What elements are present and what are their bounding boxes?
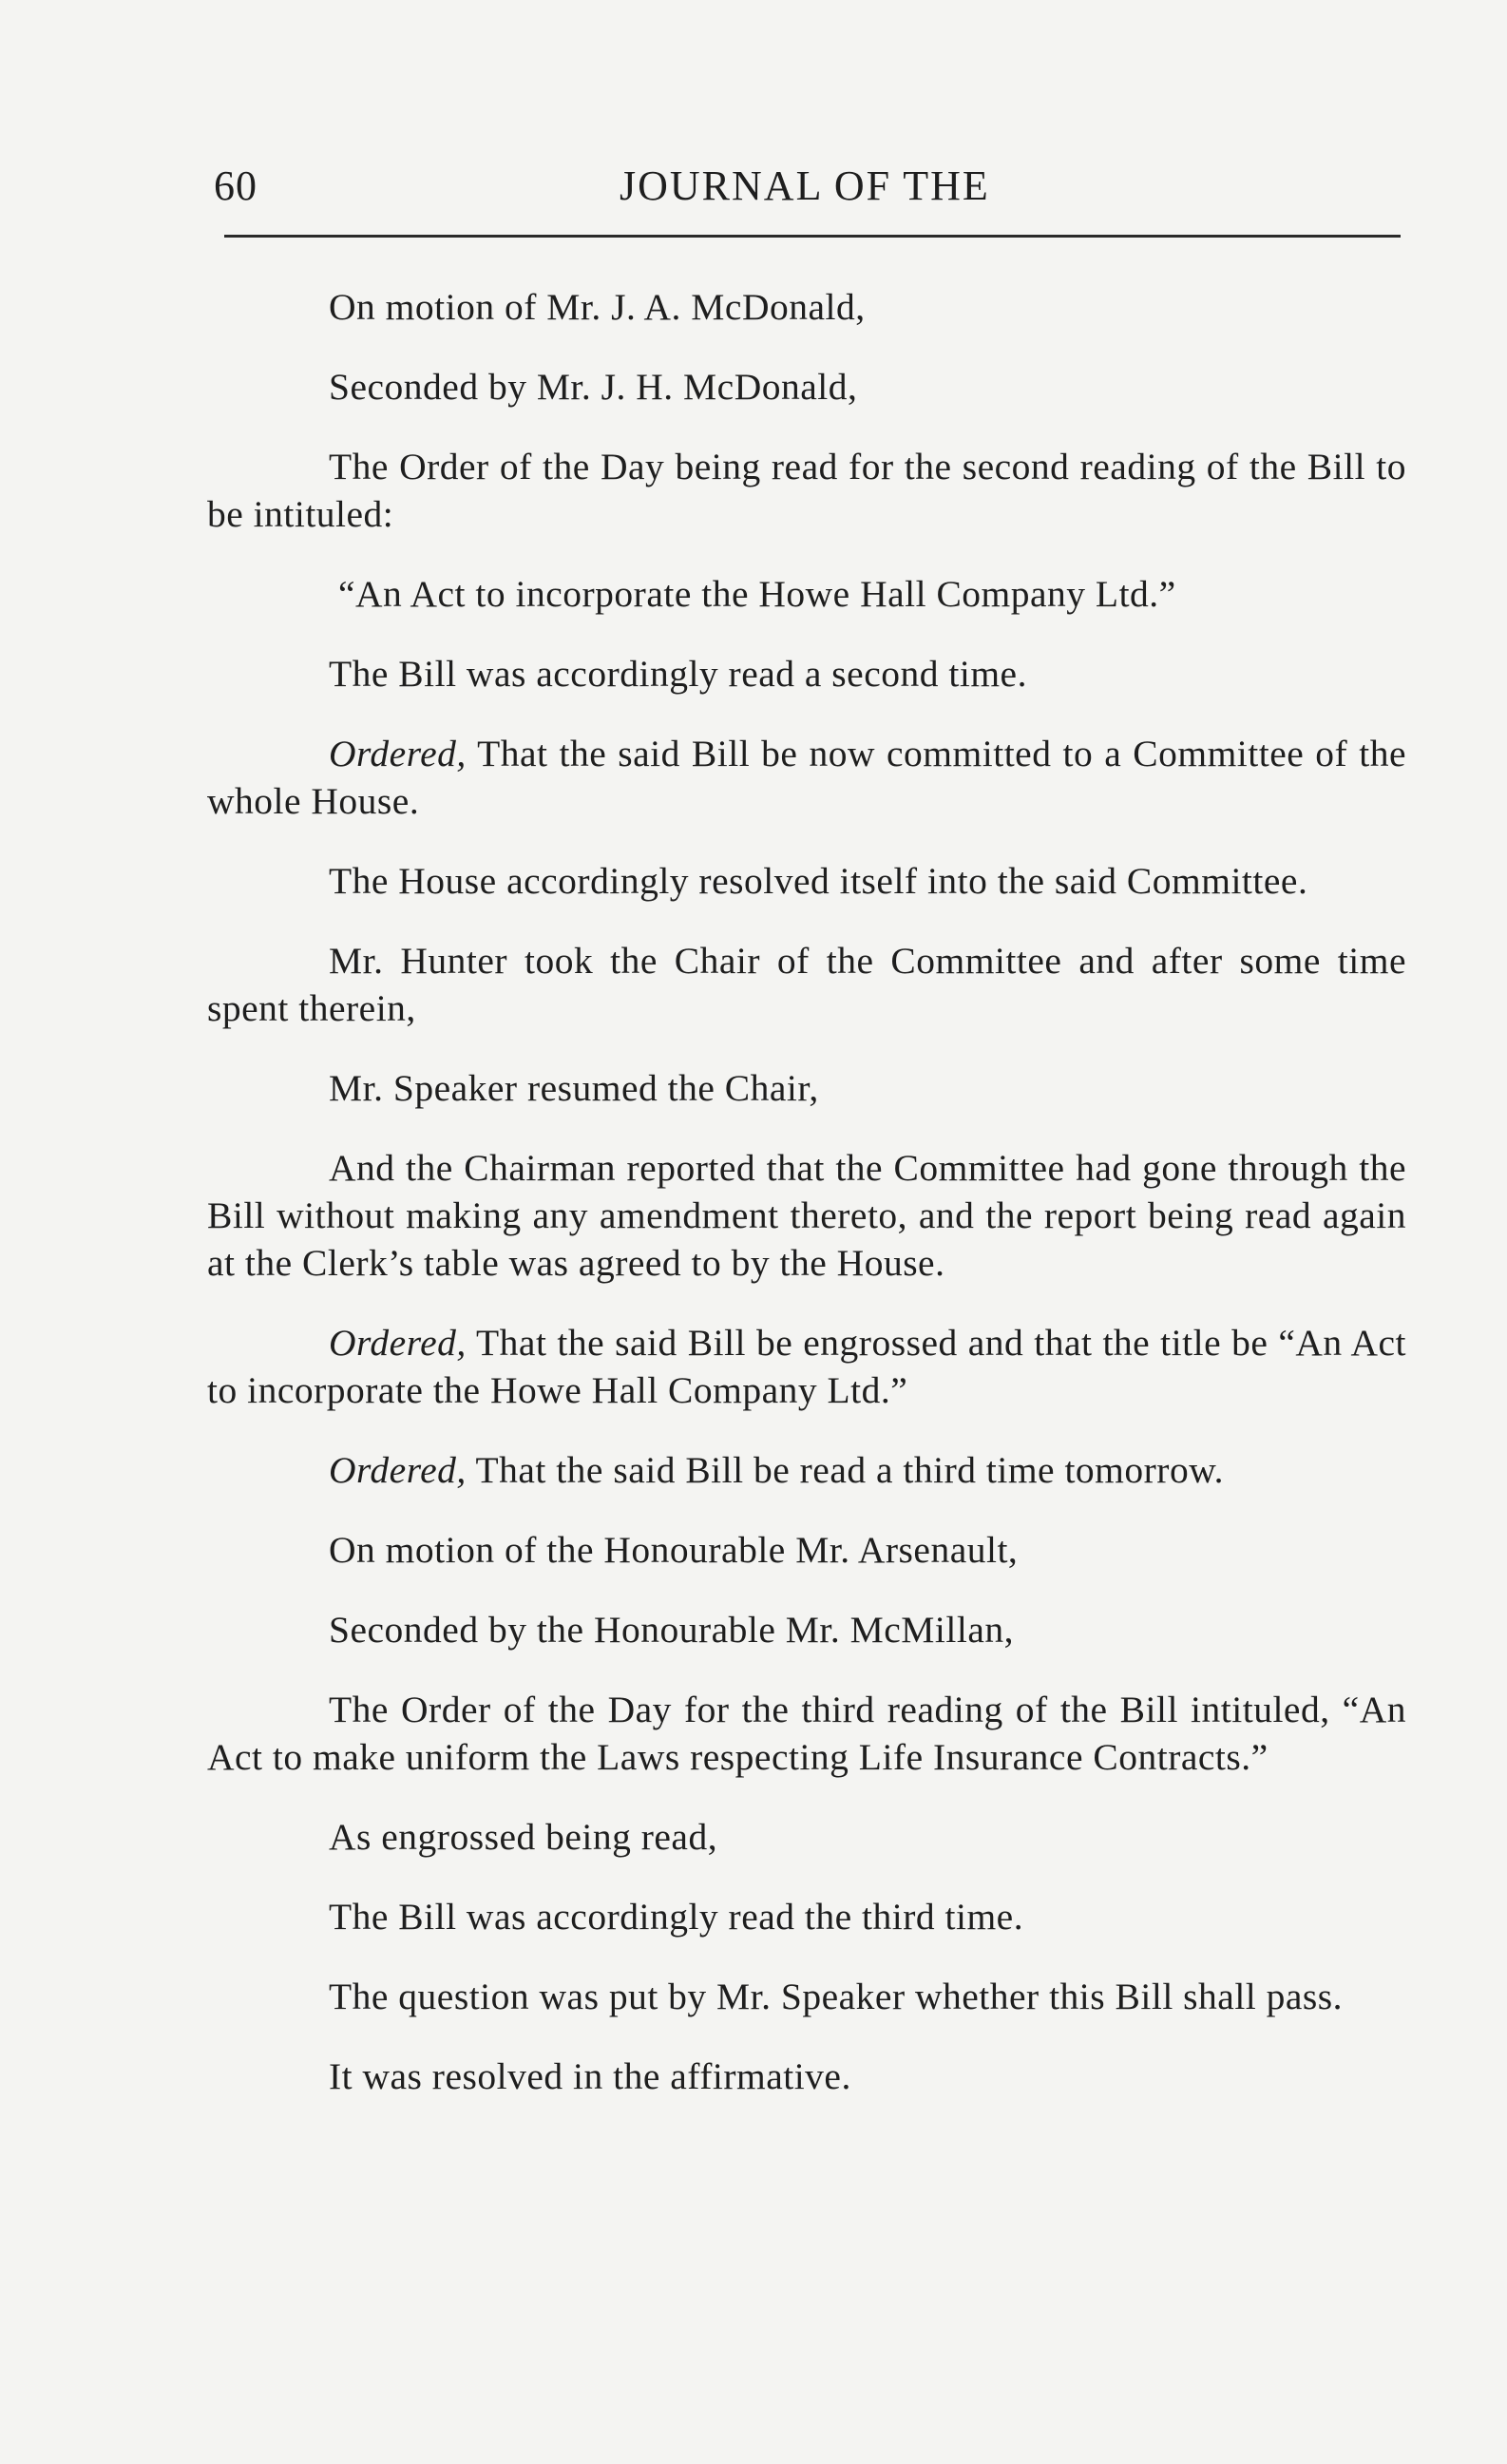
paragraph-text: “An Act to incorporate the Howe Hall Company Ltd.” (338, 573, 1176, 615)
paragraph-text: The question was put by Mr. Speaker whether this Bill shall pass. (329, 1976, 1344, 2017)
paragraph-text: Mr. Speaker resumed the Chair, (329, 1067, 819, 1109)
paragraph-text: The Order of the Day being read for the second reading of the Bill to be intituled: (207, 446, 1406, 535)
paragraph-text: Seconded by Mr. J. H. McDonald, (329, 366, 858, 408)
paragraph-text: The Order of the Day for the third reading of the Bill intituled, “An Act to make uniform the Laws respecting Life Insurance Contracts.” (207, 1689, 1406, 1778)
paragraph-text: The Bill was accordingly read a second time. (329, 653, 1027, 695)
paragraph-text: On motion of the Honourable Mr. Arsenault, (329, 1529, 1019, 1571)
paragraph (207, 363, 1406, 411)
paragraph-text: That the said Bill be engrossed and that the title be “An Act to incorporate the Howe Hall Company Ltd.” (207, 1322, 1406, 1411)
paragraph-text: The House accordingly resolved itself into the said Committee. (329, 860, 1308, 902)
paragraph-text: That the said Bill be read a third time tomorrow. (466, 1449, 1225, 1491)
paragraph (207, 1064, 1406, 1112)
paragraph (207, 1144, 1406, 1287)
paragraph (207, 1446, 1406, 1494)
page-header (211, 162, 1399, 228)
paragraph-text: Mr. Hunter took the Chair of the Committee and after some time spent therein, (207, 940, 1406, 1029)
paragraph-text: It was resolved in the affirmative. (329, 2055, 851, 2097)
paragraph-lead: Ordered, (329, 733, 467, 774)
paragraph (207, 2053, 1406, 2100)
paragraph (207, 570, 1406, 618)
paragraph (207, 1606, 1406, 1653)
paragraph (207, 1526, 1406, 1574)
paragraph (207, 1813, 1406, 1861)
paragraph (207, 283, 1406, 331)
paragraph-text: On motion of Mr. J. A. McDonald, (329, 286, 866, 328)
header-rule (224, 235, 1401, 238)
page-number: 60 (214, 162, 258, 209)
running-head: JOURNAL OF THE (620, 162, 990, 209)
paragraph (207, 1893, 1406, 1940)
paragraph-text: The Bill was accordingly read the third time. (329, 1896, 1024, 1938)
journal-body (207, 283, 1406, 2100)
paragraph (207, 1319, 1406, 1414)
paragraph (207, 1686, 1406, 1781)
paragraph-text: As engrossed being read, (329, 1816, 718, 1858)
paragraph-text: And the Chairman reported that the Committee had gone through the Bill without making any amendment thereto, and the report being read again at the Clerk’s table was agreed to by the House. (207, 1147, 1406, 1284)
paragraph (207, 857, 1406, 905)
paragraph-lead: Ordered, (329, 1322, 467, 1364)
paragraph (207, 1973, 1406, 2020)
paragraph-lead: Ordered, (329, 1449, 467, 1491)
paragraph (207, 443, 1406, 538)
paragraph (207, 730, 1406, 825)
paragraph (207, 937, 1406, 1032)
paragraph-text: That the said Bill be now committed to a Committee of the whole House. (207, 733, 1406, 822)
paragraph (207, 650, 1406, 697)
paragraph-text: Seconded by the Honourable Mr. McMillan, (329, 1609, 1014, 1651)
